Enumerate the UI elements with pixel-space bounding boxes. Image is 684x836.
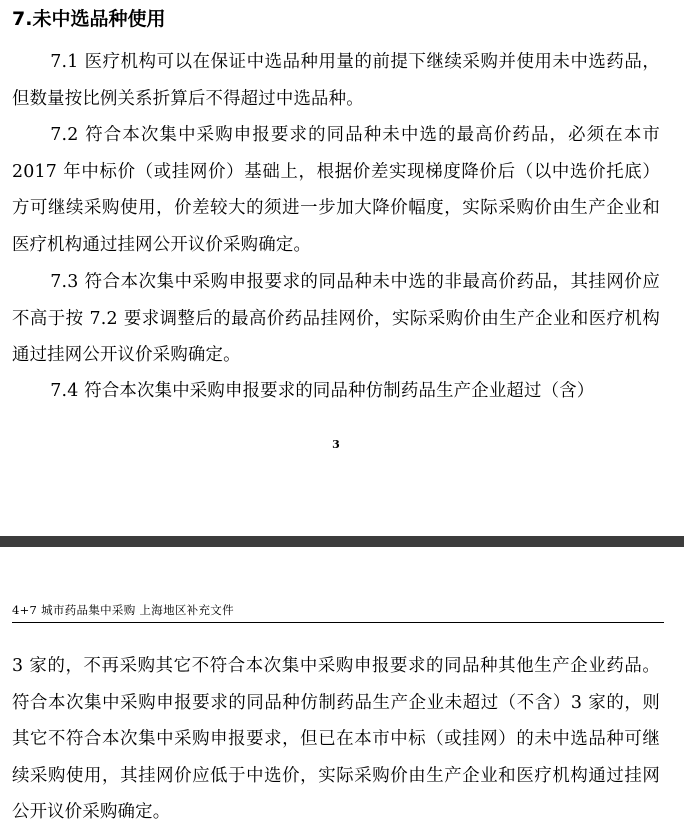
running-header: 4+7 城市药品集中采购 上海地区补充文件 (12, 603, 234, 617)
paragraph-7-4: 7.4 符合本次集中采购申报要求的同品种仿制药品生产企业超过（含） (50, 381, 595, 401)
page-number: 3 (332, 438, 340, 451)
paragraph-7-2: 7.2 符合本次集中采购申报要求的同品种未中选的最高价药品，必须在本市 2017 年中标价（或挂网价）基础上，根据价差实现梯度降价后（以中选价托底）方可继续采购使用，价差较大的须进一步加大降价幅度，实际采购价由生产企业和医疗机构通过挂网公开议价采购确定。 (12, 125, 660, 255)
paragraph-7-1: 7.1 医疗机构可以在保证中选品种用量的前提下继续采购并使用未中选药品，但数量按比例关系折算后不得超过中选品种。 (12, 52, 660, 109)
paragraph-7-3: 7.3 符合本次集中采购申报要求的同品种未中选的非最高价药品，其挂网价应不高于按 7.2 要求调整后的最高价药品挂网价，实际采购价由生产企业和医疗机构通过挂网公开议价采购确定。 (12, 272, 660, 365)
paragraph-7-4-continued: 3 家的，不再采购其它不符合本次集中采购申报要求的同品种其他生产企业药品。符合本次集中采购申报要求的同品种仿制药品生产企业未超过（不含）3 家的，则其它不符合本次集中采购申报要求，但已在本市中标（或挂网）的未中选品种可继续采购使用，其挂网价应低于中选价，实际采购价由生产企业和医疗机构通过挂网公开议价采购确定。 (12, 656, 660, 822)
page-break-divider (0, 536, 684, 547)
header-rule (12, 622, 664, 623)
section-title: 7.未中选品种使用 (12, 8, 166, 30)
